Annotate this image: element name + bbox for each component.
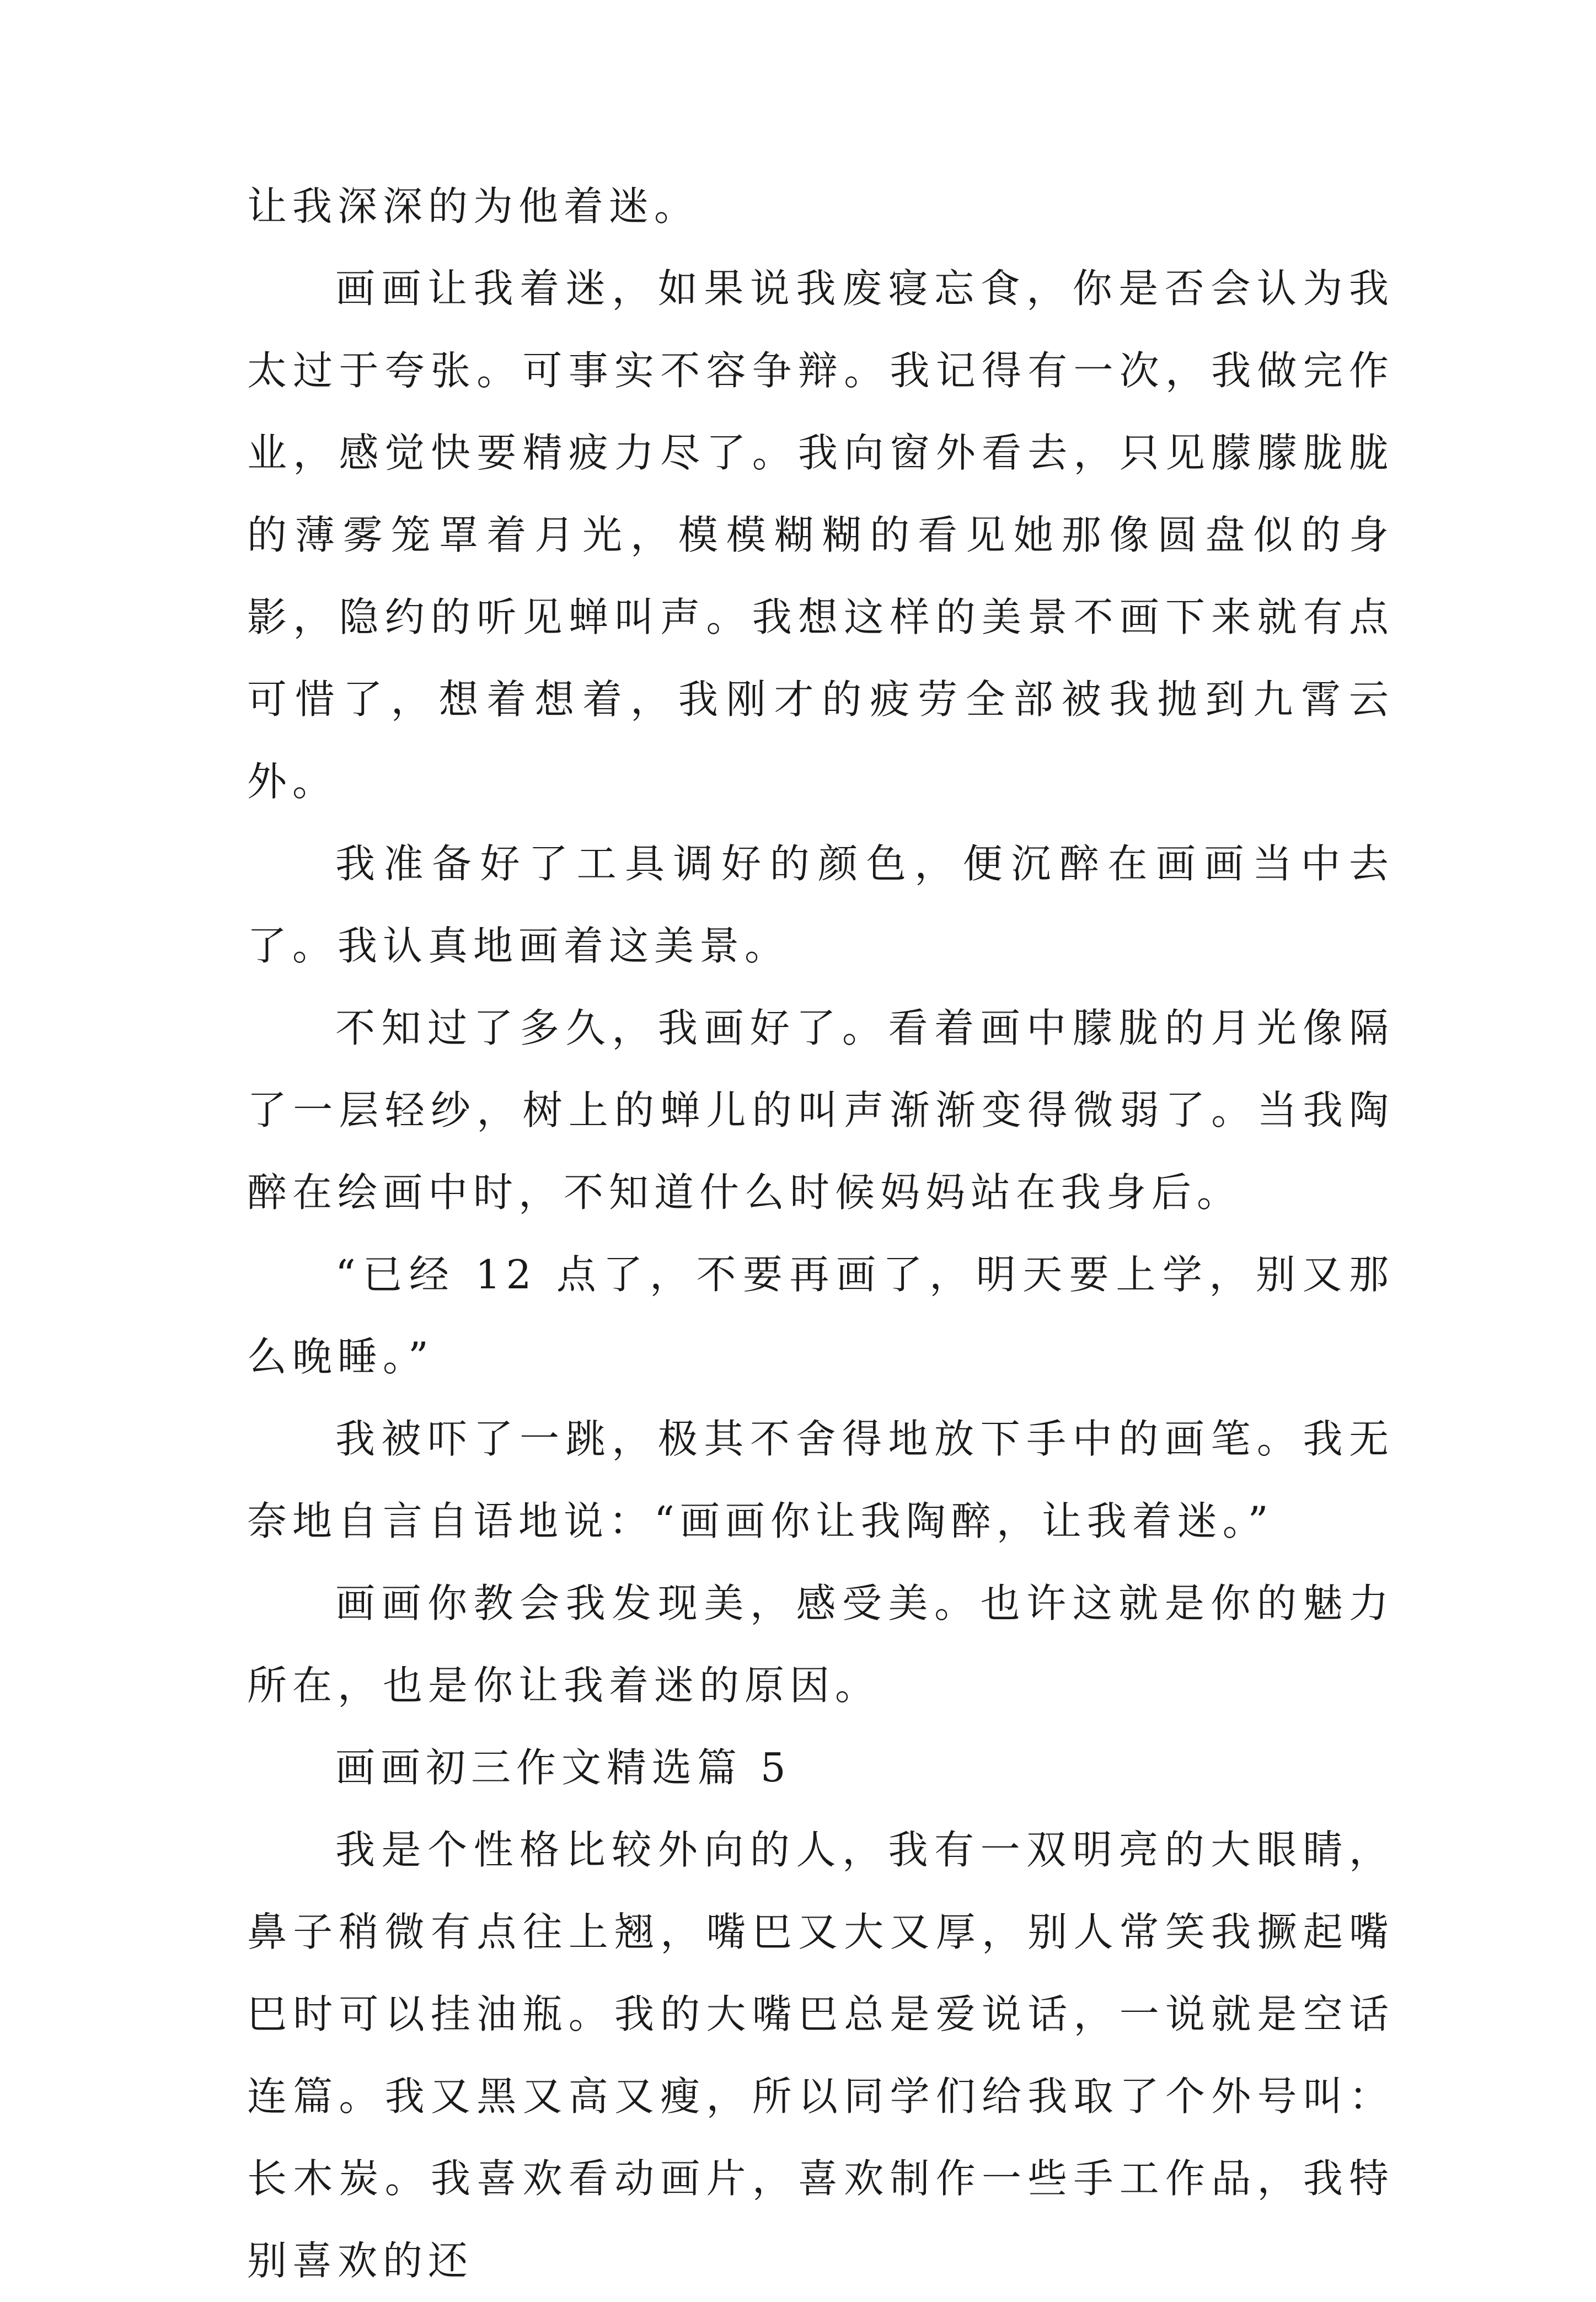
paragraph: 我准备好了工具调好的颜色，便沉醉在画画当中去了。我认真地画着这美景。 <box>247 841 1394 969</box>
paragraph: 我是个性格比较外向的人，我有一双明亮的大眼睛，鼻子稍微有点往上翘，嘴巴又大又厚，别人常笑我撅起嘴巴时可以挂油瓶。我的大嘴巴总是爱说话，一说就是空话连篇。我又黑又高又瘦，所以同学们给我取了个外号叫：长木炭。我喜欢看动画片，喜欢制作一些手工作品，我特别喜欢的还 <box>247 1827 1394 2284</box>
paragraph: 画画你教会我发现美，感受美。也许这就是你的魅力所在，也是你让我着迷的原因。 <box>247 1580 1394 1709</box>
paragraph: 不知过了多久，我画好了。看着画中朦胧的月光像隔了一层轻纱，树上的蝉儿的叫声渐渐变得微弱了。当我陶醉在绘画中时，不知道什么时候妈妈站在我身后。 <box>247 1005 1394 1216</box>
document-body <box>247 165 1394 2302</box>
section-heading: 画画初三作文精选篇 5 <box>335 1744 791 1791</box>
quote-paragraph: “已经 12 点了，不要再画了，明天要上学，别又那么晚睡。” <box>247 1251 1394 1380</box>
paragraph: 画画让我着迷，如果说我废寝忘食，你是否会认为我太过于夸张。可事实不容争辩。我记得有一次，我做完作业，感觉快要精疲力尽了。我向窗外看去，只见朦朦胧胧的薄雾笼罩着月光，模模糊糊的看见她那像圆盘似的身影，隐约的听见蝉叫声。我想这样的美景不画下来就有点可惜了，想着想着，我刚才的疲劳全部被我抛到九霄云外。 <box>247 265 1394 805</box>
paragraph: 我被吓了一跳，极其不舍得地放下手中的画笔。我无奈地自言自语地说：“画画你让我陶醉，让我着迷。” <box>247 1416 1394 1544</box>
paragraph: 让我深深的为他着迷。 <box>247 183 700 229</box>
